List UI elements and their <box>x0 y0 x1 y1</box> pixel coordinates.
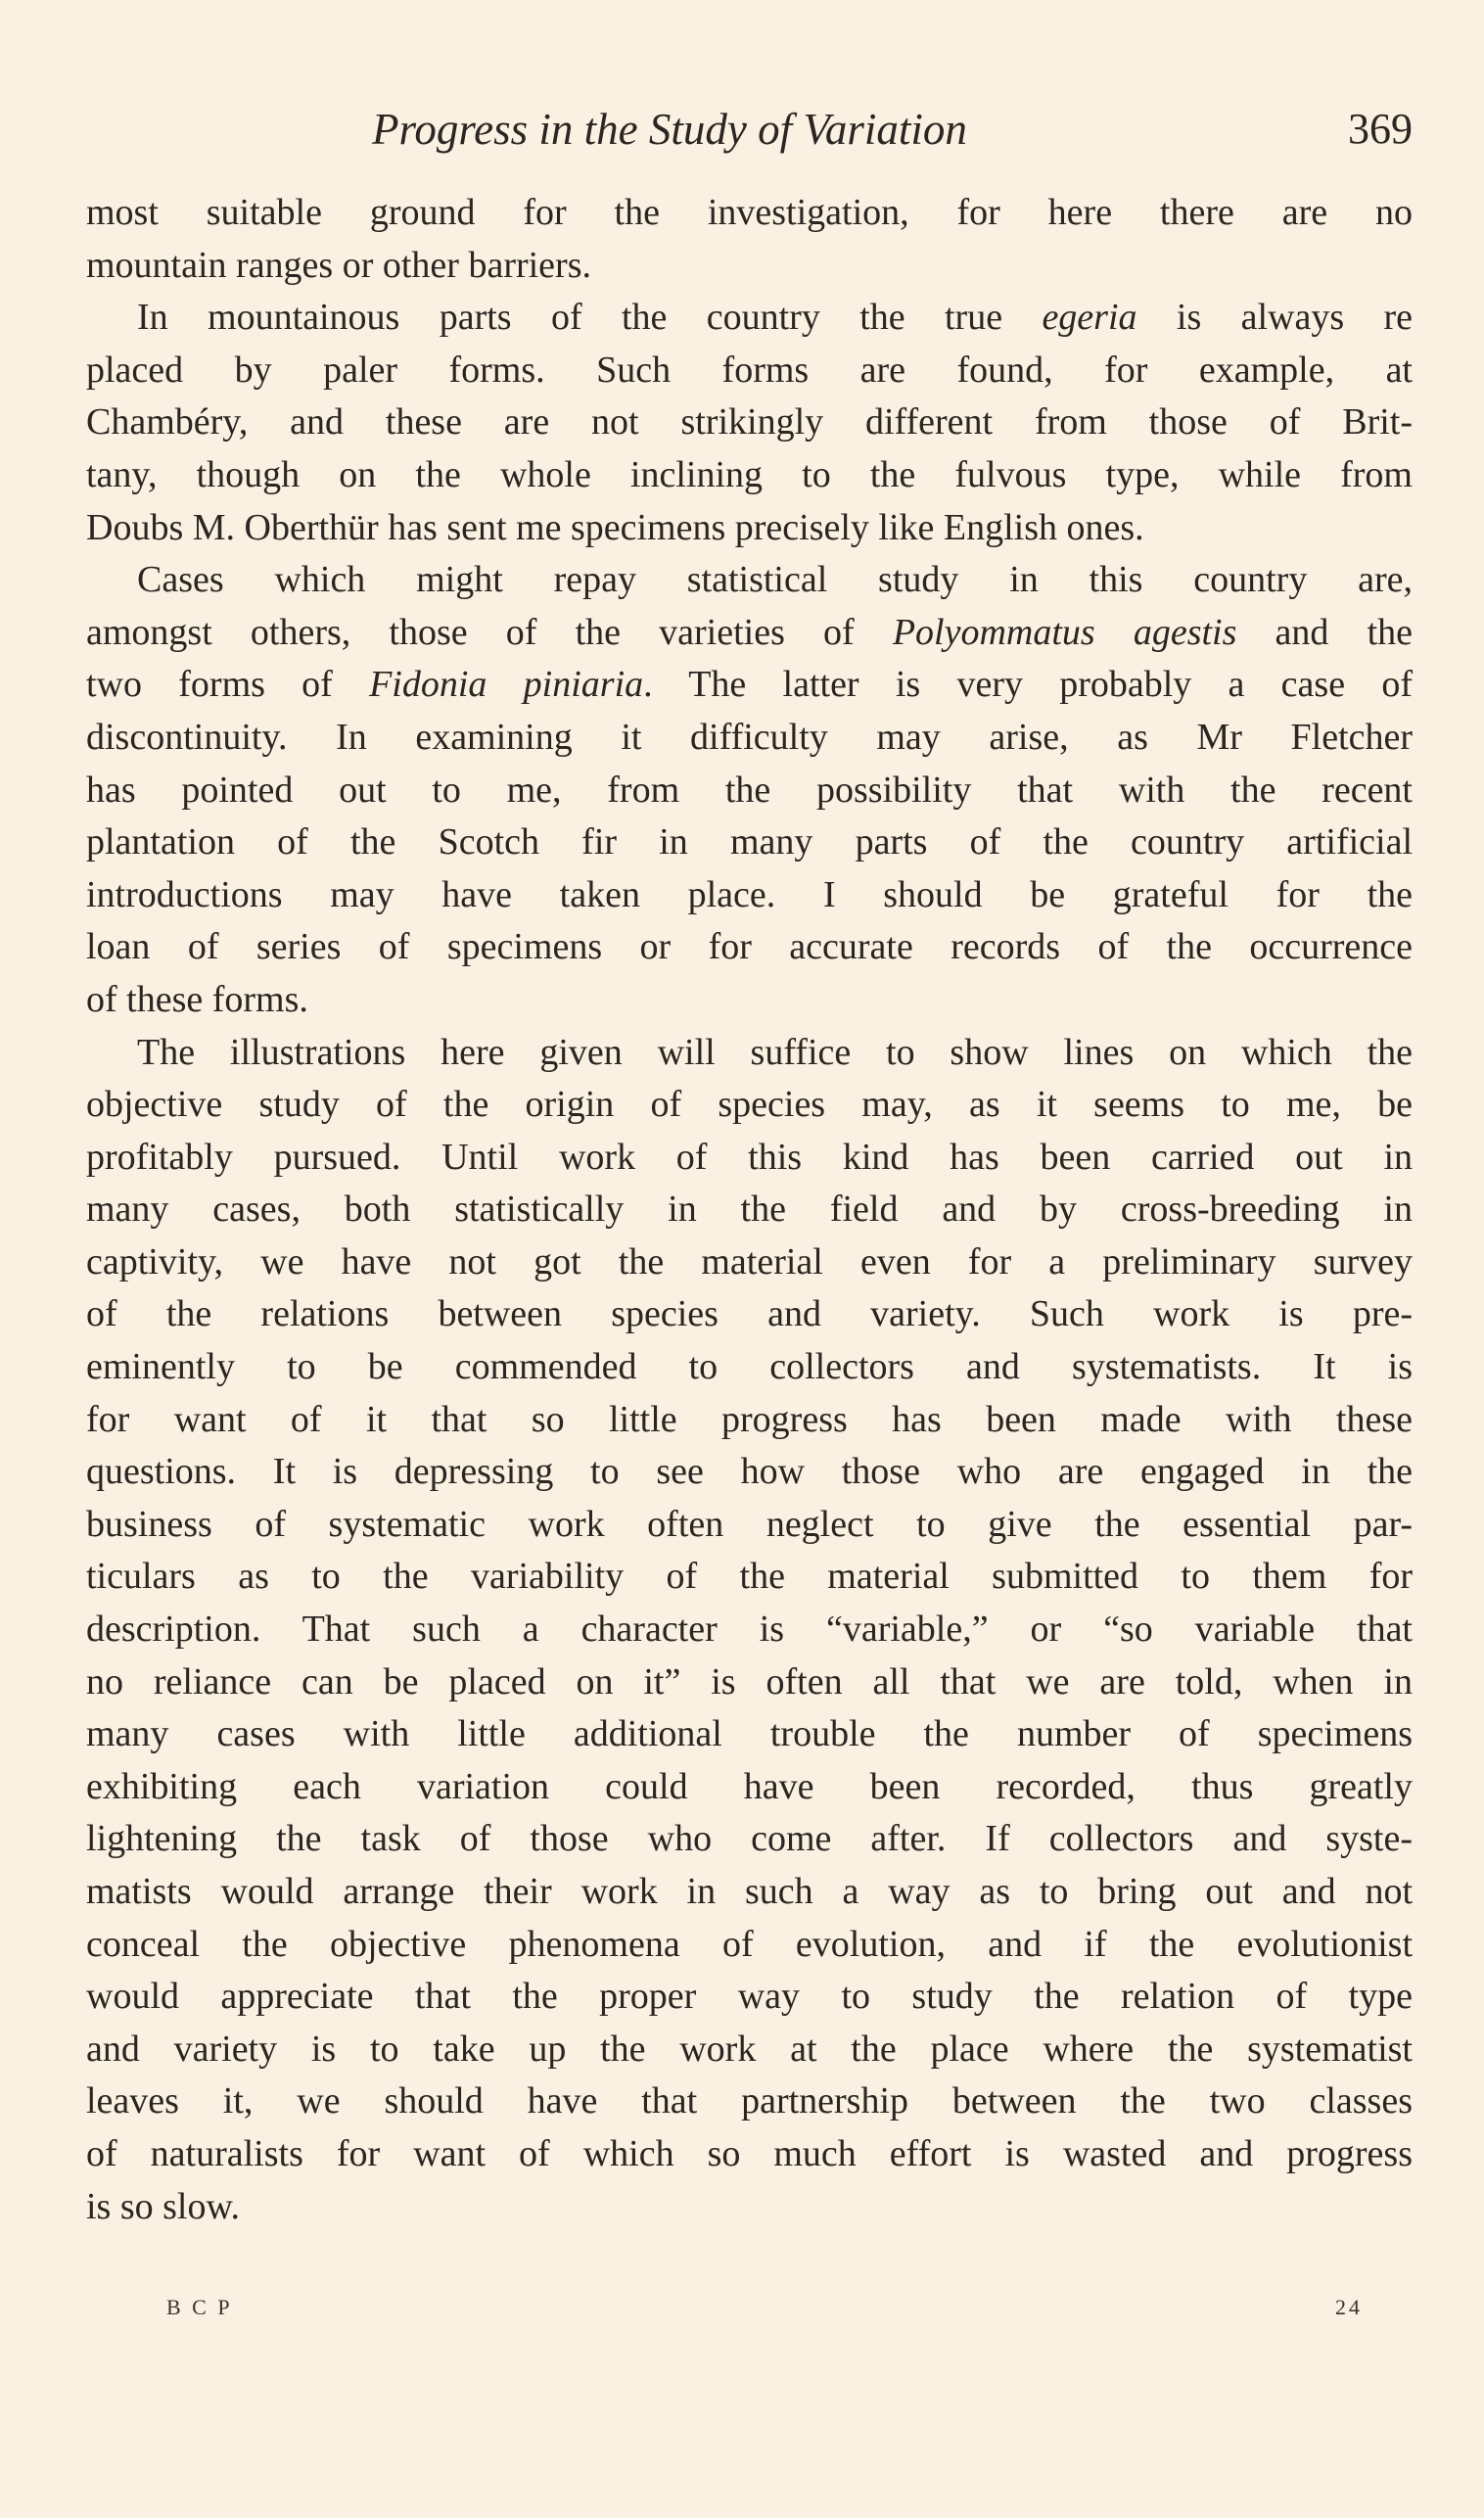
text-line <box>86 607 1413 660</box>
text-line: Chambéry, and these are not strikingly different from those of Brit- <box>86 401 1413 443</box>
text-line: discontinuity. In examining it difficulty may arise, as Mr Fletcher <box>86 716 1413 758</box>
text-line: profitably pursued. Until work of this kind has been carried out in <box>86 1136 1413 1178</box>
sheet-number: 24 <box>1335 2295 1363 2319</box>
text-line <box>86 292 1413 345</box>
text-line: of these forms. <box>86 978 308 1020</box>
text-line: no reliance can be placed on it” is often all that we are told, when in <box>86 1660 1413 1702</box>
text-line <box>86 659 1413 712</box>
paragraph-2 <box>86 292 1413 554</box>
text-segment: . The latter is very probably a case of <box>643 664 1413 706</box>
text-line: The illustrations here given will suffice to show lines on which the <box>137 1031 1413 1073</box>
text-line: would appreciate that the proper way to study the relation of type <box>86 1976 1413 2018</box>
text-line: lightening the task of those who come after. If collectors and syste- <box>86 1818 1413 1860</box>
text-segment: is always re <box>1136 297 1413 339</box>
text-line: objective study of the origin of species may, as it seems to me, be <box>86 1084 1413 1126</box>
text-line: for want of it that so little progress has been made with these <box>86 1398 1413 1440</box>
running-head <box>86 98 1413 161</box>
text-line: description. That such a character is “variable,” or “so variable that <box>86 1609 1413 1651</box>
signature-mark: B C P <box>166 2295 233 2319</box>
text-line: loan of series of specimens or for accurate records of the occurrence <box>86 926 1413 968</box>
paragraph-1 <box>86 187 1413 292</box>
text-line: business of systematic work often neglect to give the essential par- <box>86 1503 1413 1545</box>
paragraph-4 <box>86 1027 1413 2234</box>
text-line: ticulars as to the variability of the material submitted to them for <box>86 1556 1413 1598</box>
text-line: many cases, both statistically in the field and by cross-breeding in <box>86 1189 1413 1231</box>
text-line: eminently to be commended to collectors and systematists. It is <box>86 1346 1413 1388</box>
italic-term: Polyommatus agestis <box>892 611 1237 653</box>
text-line: many cases with little additional trouble the number of specimens <box>86 1713 1413 1755</box>
text-segment: and the <box>1236 611 1413 653</box>
text-line: of naturalists for want of which so much effort is wasted and progress <box>86 2132 1413 2174</box>
paragraph-3 <box>86 554 1413 1026</box>
text-line: questions. It is depressing to see how those who are engaged in the <box>86 1451 1413 1493</box>
text-line: tany, though on the whole inclining to the fulvous type, while from <box>86 453 1413 495</box>
text-line: is so slow. <box>86 2185 240 2227</box>
text-line: Doubs M. Oberthür has sent me specimens precisely like English ones. <box>86 506 1144 548</box>
text-line: most suitable ground for the investigation, for here there are no <box>86 192 1413 233</box>
text-line: matists would arrange their work in such a way as to bring out and not <box>86 1871 1413 1912</box>
text-line: leaves it, we should have that partnership between the two classes <box>86 2080 1413 2122</box>
text-line: plantation of the Scotch fir in many parts of the country artificial <box>86 821 1413 863</box>
running-title: Progress in the Study of Variation <box>372 105 967 154</box>
page-footer <box>166 2295 1363 2334</box>
text-line: mountain ranges or other barriers. <box>86 244 591 286</box>
page-number: 369 <box>1348 105 1413 153</box>
text-line: of the relations between species and variety. Such work is pre- <box>86 1293 1413 1335</box>
text-segment: In mountainous parts of the country the true <box>137 297 1043 339</box>
text-segment: two forms of <box>86 664 370 706</box>
text-line: exhibiting each variation could have been recorded, thus greatly <box>86 1765 1413 1807</box>
text-line: and variety is to take up the work at the place where the systematist <box>86 2028 1413 2070</box>
text-line: has pointed out to me, from the possibility that with the recent <box>86 769 1413 811</box>
text-line: conceal the objective phenomena of evolution, and if the evolutionist <box>86 1923 1413 1965</box>
body-text <box>86 187 1413 2233</box>
text-line: Cases which might repay statistical study in this country are, <box>137 559 1413 601</box>
text-line: introductions may have taken place. I should be grateful for the <box>86 873 1413 915</box>
text-line: placed by paler forms. Such forms are found, for example, at <box>86 349 1413 391</box>
italic-term: Fidonia piniaria <box>369 664 644 706</box>
text-segment: amongst others, those of the varieties of <box>86 611 893 653</box>
text-line: captivity, we have not got the material even for a preliminary survey <box>86 1240 1413 1282</box>
italic-term: egeria <box>1042 297 1137 339</box>
